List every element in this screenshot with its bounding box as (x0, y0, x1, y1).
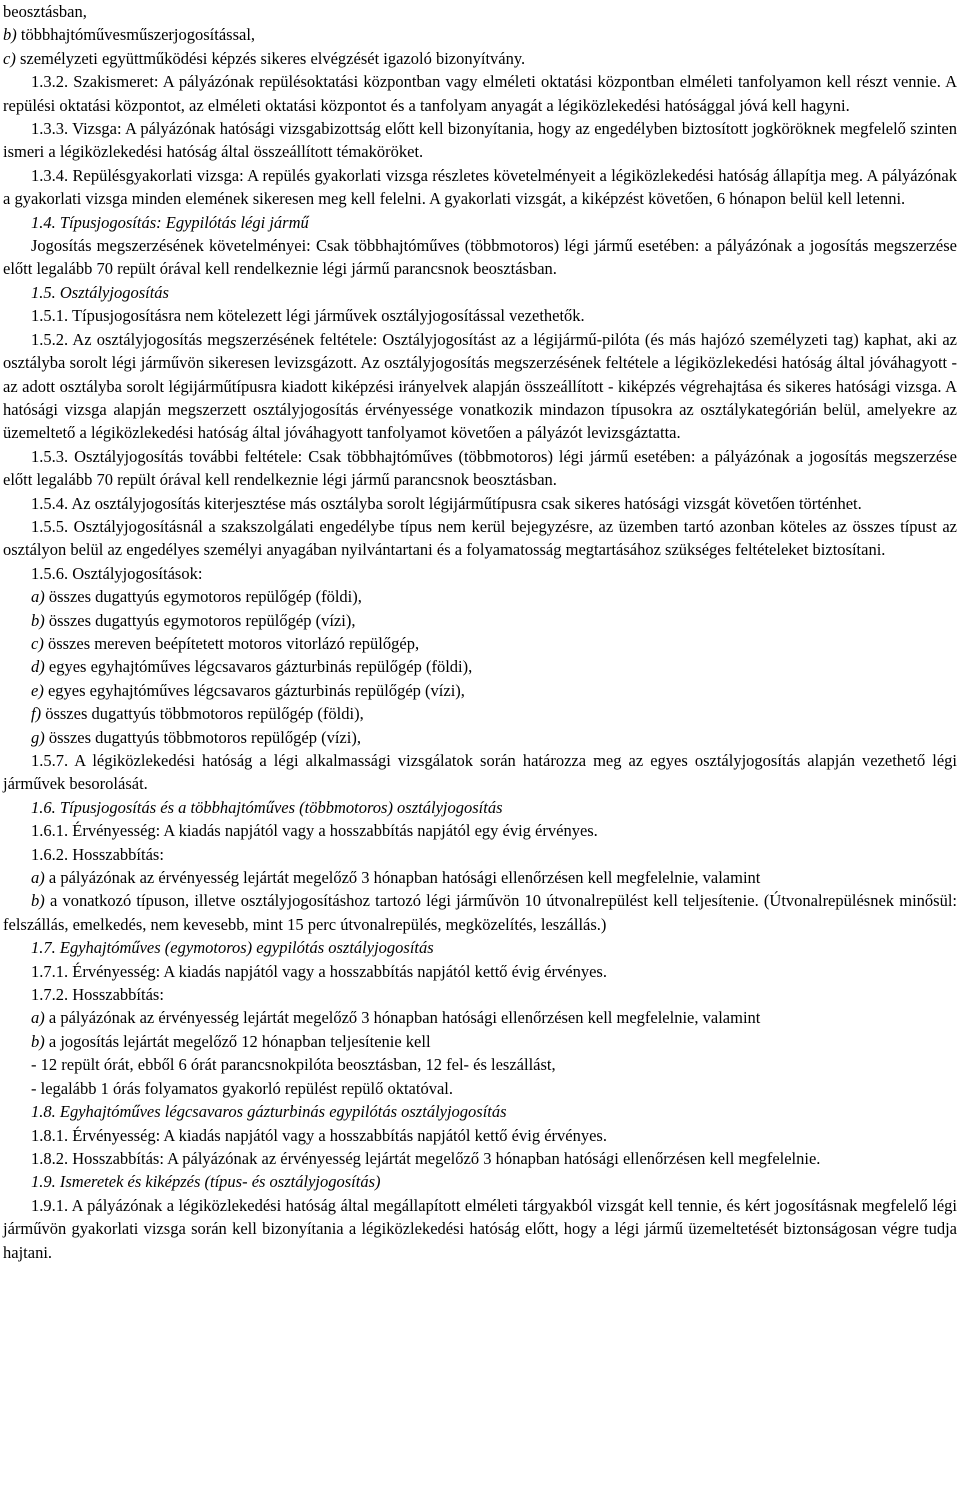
paragraph (3, 117, 957, 164)
text: 1.5.7. A légiközlekedési hatóság a légi alkalmassági vizsgálatok során határozza meg az egyes osztályjogosítás alapján vezethető légi járművek besorolását. (3, 751, 957, 794)
text: 1.8.2. Hosszabbítás: A pályázónak az érvényesség lejártát megelőző 3 hónapban hatósági ellenőrzésen kell megfelelnie. (31, 1148, 821, 1168)
list-item (3, 679, 957, 702)
list-item (3, 655, 957, 678)
list-marker: f) (31, 704, 42, 724)
section-heading (3, 211, 957, 234)
text: 1.6. Típusjogosítás és a többhajtóműves (többmotoros) osztályjogosítás (31, 797, 503, 817)
list-marker: e) (31, 680, 44, 700)
text: személyzeti együttműködési képzés sikeres elvégzését igazoló bizonyítvány. (15, 48, 526, 68)
section-heading (3, 281, 957, 304)
list-marker: c) (31, 633, 44, 653)
paragraph (3, 562, 957, 585)
paragraph (3, 328, 957, 445)
section-heading (3, 1100, 957, 1123)
text: - legalább 1 órás folyamatos gyakorló repülést repülő oktatóval. (31, 1078, 453, 1098)
paragraph (3, 983, 957, 1006)
list-item (3, 1030, 957, 1053)
list-item (3, 609, 957, 632)
text: 1.5. Osztályjogosítás (31, 282, 169, 302)
text: - 12 repült órát, ebből 6 órát parancsnokpilóta beosztásban, 12 fel- és leszállást, (31, 1055, 556, 1075)
text: 1.5.1. Típusjogosításra nem kötelezett légi járművek osztályjogosítással vezethetők. (31, 306, 585, 326)
list-item (3, 1006, 957, 1029)
list-marker: b) (31, 1031, 45, 1051)
list-item (3, 889, 957, 936)
text: egyes egyhajtóműves légcsavaros gázturbinás repülőgép (vízi), (43, 680, 465, 700)
paragraph (3, 843, 957, 866)
list-item (3, 632, 957, 655)
text: 1.6.2. Hosszabbítás: (31, 844, 164, 864)
paragraph (3, 70, 957, 117)
list-marker: b) (3, 25, 17, 45)
paragraph (3, 515, 957, 562)
text: 1.5.4. Az osztályjogosítás kiterjesztése más osztályba sorolt légijárműtípusra csak sikeres hatósági vizsgát követően történhet. (31, 493, 862, 513)
list-item (3, 702, 957, 725)
paragraph (3, 445, 957, 492)
text: beosztásban, (3, 2, 87, 21)
text: 1.5.2. Az osztályjogosítás megszerzésének feltétele: Osztályjogosítást az a légijármű-pilóta (és más hajózó személyzeti tag) kaphat, aki az osztályba sorolt légi járművön sikeresen levizsgázott. Az osztályjogosítás megszerzésének feltétele a légiközlekedési hatóság által jóváhagyott - az adott osztályba sorolt légijárműtípusra kiadott kiképzési irányelvek alapján összeállított - kiképzés végrehajtása és sikeres hatósági vizsga. A hatósági vizsga alapján megszerzett osztályjogosítás érvényessége vonatkozik mindazon típusokra az osztálykategórián belül, amelyekre az üzemeltető a légiközlekedési hatóság által jóváhagyott tanfolyamot követően a pályázót levizsgáztatta. (3, 329, 957, 443)
text: 1.7. Egyhajtóműves (egymotoros) egypilótás osztályjogosítás (31, 938, 434, 958)
text: 1.6.1. Érvényesség: A kiadás napjától vagy a hosszabbítás napjától egy évig érvényes. (31, 821, 598, 841)
text: 1.5.3. Osztályjogosítás további feltétele: Csak többhajtóműves (többmotoros) légi jármű esetében: a pályázónak a jogosítás megszerzése előtt legalább 70 repült órával kell rendelkeznie légi jármű parancsnok beosztásban. (3, 446, 957, 490)
text: 1.7.2. Hosszabbítás: (31, 985, 164, 1005)
paragraph (3, 819, 957, 842)
text: összes mereven beépítetett motoros vitorlázó repülőgép, (43, 633, 420, 653)
list-marker: a) (31, 587, 45, 607)
text: egyes egyhajtóműves légcsavaros gázturbinás repülőgép (földi), (44, 657, 473, 677)
paragraph (3, 1147, 957, 1170)
text: összes dugattyús egymotoros repülőgép (vízi), (44, 610, 356, 630)
section-heading (3, 796, 957, 819)
text: 1.3.3. Vizsga: A pályázónak hatósági vizsgabizottság előtt kell bizonyítania, hogy az engedélyben biztosított jogköröknek megfelelő szinten ismeri a légiközlekedési hatóság által összeállított témaköröket. (3, 119, 957, 162)
list-marker: a) (31, 1008, 45, 1028)
paragraph (3, 1077, 957, 1100)
paragraph (3, 1194, 957, 1264)
list-item (3, 866, 957, 889)
text: 1.9. Ismeretek és kiképzés (típus- és osztályjogosítás) (31, 1172, 381, 1192)
paragraph (3, 749, 957, 796)
list-item (3, 585, 957, 608)
text: 1.4. Típusjogosítás: Egypilótás légi jármű (31, 212, 309, 232)
list-marker: c) (3, 48, 16, 68)
text: 1.3.2. Szakismeret: A pályázónak repülésoktatási központban vagy elméleti oktatási központban elméleti tanfolyamon kell részt vennie. A repülési oktatási központot, az elméleti oktatási központot és a tanfolyam anyagát a légiközlekedési hatósággal jóvá kell hagyni. (3, 72, 957, 115)
text: többhajtóművesműszerjogosítással, (16, 25, 256, 45)
text: összes dugattyús többmotoros repülőgép (vízi), (44, 727, 361, 747)
list-marker: a) (31, 868, 45, 888)
list-marker: g) (31, 727, 45, 747)
text: 1.7.1. Érvényesség: A kiadás napjától vagy a hosszabbítás napjától kettő évig érvényes. (31, 961, 607, 981)
paragraph (3, 304, 957, 327)
text: 1.8.1. Érvényesség: A kiadás napjától vagy a hosszabbítás napjától kettő évig érvényes. (31, 1125, 607, 1145)
text: 1.3.4. Repülésgyakorlati vizsga: A repülés gyakorlati vizsga részletes követelményeit a légiközlekedési hatóság állapítja meg. A pályázónak a gyakorlati vizsga minden elemének sikeresen meg kell felelni. A gyakorlati vizsgát, a kiképzést követően, 6 hónapon belül kell letenni. (3, 165, 957, 209)
list-marker: b) (31, 891, 45, 911)
text: a vonatkozó típuson, illetve osztályjogosításhoz tartozó légi járművön 10 útvonalrepülést kell teljesítenie. (Útvonalrepülésnek minősül: felszállás, emelkedés, nem kevesebb, mint 15 perc útvonalrepülés, megközelítés, leszállás.) (3, 891, 957, 934)
section-heading (3, 1170, 957, 1193)
list-item (3, 47, 957, 70)
list-item (3, 726, 957, 749)
list-item (3, 23, 957, 46)
text: 1.5.6. Osztályjogosítások: (31, 563, 203, 583)
text: 1.5.5. Osztályjogosításnál a szakszolgálati engedélybe típus nem kerül bejegyzésre, az üzemben tartó azonban köteles az összes típust az osztályon belül az engedélyes személyi anyagában nyilvántartani és a folyamatosság megtartásához szükséges feltételeket biztosítani. (3, 516, 957, 560)
text: összes dugattyús többmotoros repülőgép (földi), (41, 704, 364, 724)
paragraph (3, 234, 957, 281)
paragraph (3, 0, 957, 23)
text: a pályázónak az érvényesség lejártát megelőző 3 hónapban hatósági ellenőrzésen kell megfelelnie, valamint (44, 868, 761, 888)
section-heading (3, 936, 957, 959)
paragraph (3, 492, 957, 515)
paragraph (3, 960, 957, 983)
paragraph (3, 1124, 957, 1147)
text: Jogosítás megszerzésének követelményei: Csak többhajtóműves (többmotoros) légi jármű esetében: a pályázónak a jogosítás megszerzése előtt legalább 70 repült órával kell rendelkeznie légi jármű parancsnok beosztásban. (3, 236, 957, 279)
paragraph (3, 164, 957, 211)
text: összes dugattyús egymotoros repülőgép (földi), (44, 587, 362, 607)
paragraph (3, 1053, 957, 1076)
list-marker: b) (31, 610, 45, 630)
text: 1.8. Egyhajtóműves légcsavaros gázturbinás egypilótás osztályjogosítás (31, 1102, 507, 1122)
list-marker: d) (31, 657, 45, 677)
text: 1.9.1. A pályázónak a légiközlekedési hatóság által megállapított elméleti tárgyakból vizsgát kell tennie, és kért jogosításnak megfelelő légi járművön gyakorlati vizsga során kell bizonyítania a légiközlekedési hatóság előtt, hogy a légi jármű üzemeltetését biztonságosan végre tudja hajtani. (3, 1195, 957, 1262)
text: a jogosítás lejártát megelőző 12 hónapban teljesítenie kell (44, 1031, 431, 1051)
text: a pályázónak az érvényesség lejártát megelőző 3 hónapban hatósági ellenőrzésen kell megfelelnie, valamint (44, 1008, 761, 1028)
